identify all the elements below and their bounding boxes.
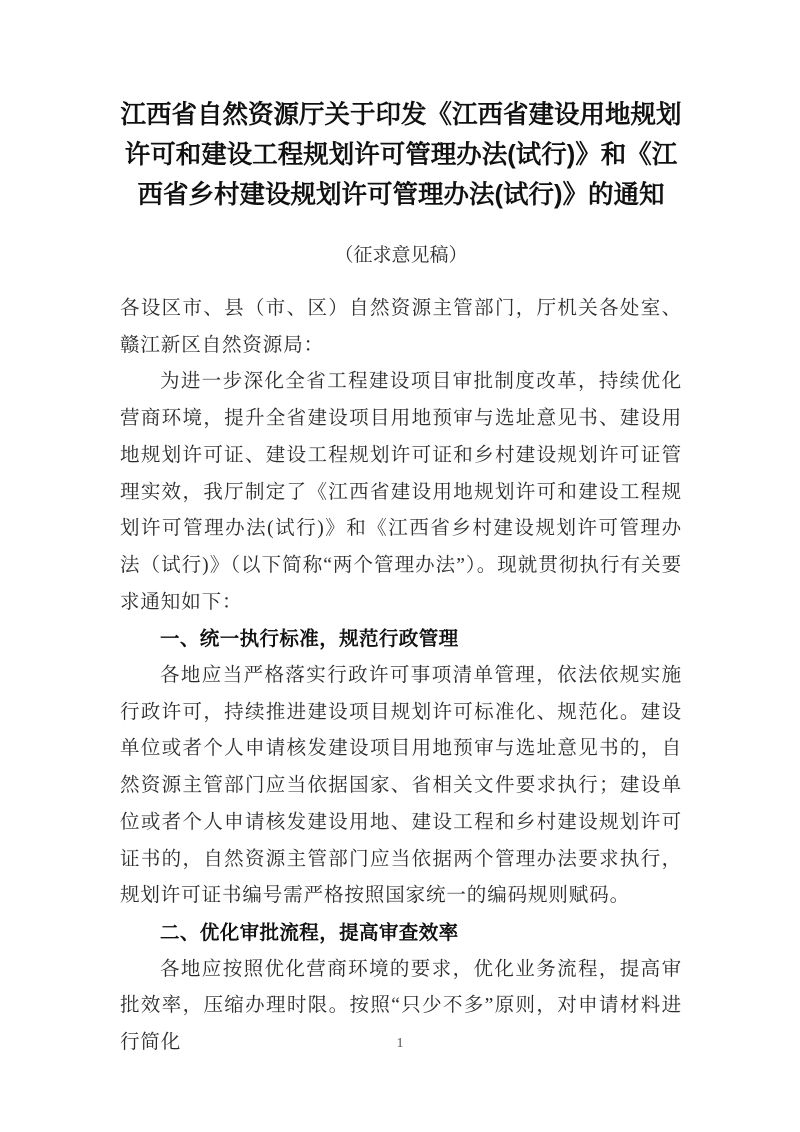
section-paragraph-1: 各地应当严格落实行政许可事项清单管理，依法依规实施行政许可，持续推进建设项目规划许可标准化、规范化。建设单位或者个人申请核发建设项目用地预审与选址意见书的，自然资源主管部门应当依据国家、省相关文件要求执行；建设单位或者个人申请核发建设用地、建设工程和乡村建设规划许可证书的，自然资源主管部门应当依据两个管理办法要求执行，规划许可证书编号需严格按照国家统一的编码规则赋码。 — [120, 665, 682, 907]
page-title: 江西省自然资源厅关于印发《江西省建设用地规划许可和建设工程规划许可管理办法(试行)》和《江西省乡村建设规划许可管理办法(试行)》的通知 — [120, 101, 682, 209]
section-paragraph-2: 各地应按照优化营商环境的要求，优化业务流程，提高审批效率，压缩办理时限。按照“只少不多”原则，对申请材料进行简化 — [120, 958, 682, 1054]
section-heading-2: 二、优化审批流程，提高审查效率 — [160, 921, 459, 944]
page-number: 1 — [396, 1036, 404, 1051]
opening-paragraph: 为进一步深化全省工程建设项目审批制度改革，持续优化营商环境，提升全省建设项目用地预审与选址意见书、建设用地规划许可证、建设工程规划许可证和乡村建设规划许可证管理实效，我厅制定了《江西省建设用地规划许可和建设工程规划许可管理办法(试行)》和《江西省乡村建设规划许可管理办法（试行)》（以下简称“两个管理办法”）。现就贯彻执行有关要求通知如下： — [120, 371, 682, 613]
addressee-line: 各设区市、县（市、区）自然资源主管部门，厅机关各处室、赣江新区自然资源局： — [120, 298, 682, 356]
section-heading-1: 一、统一执行标准，规范行政管理 — [160, 628, 459, 651]
document-body — [120, 271, 682, 1062]
document-subtitle: （征求意见稿） — [334, 245, 468, 266]
document-content — [120, 0, 682, 1062]
